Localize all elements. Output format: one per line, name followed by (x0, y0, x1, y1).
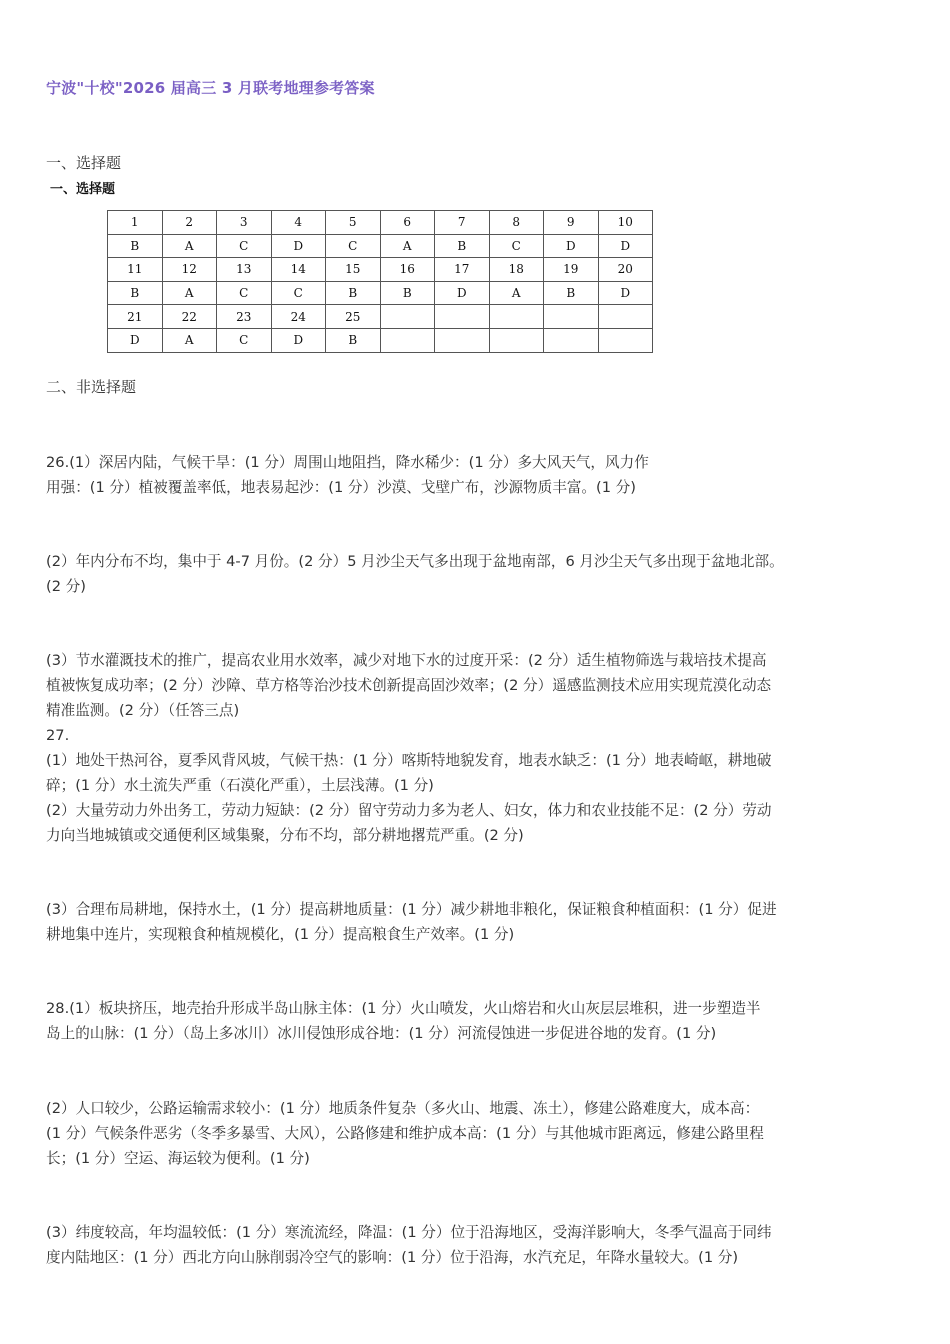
text-line: (3）合理布局耕地，保持水土，(1 分）提高耕地质量：(1 分）减少耕地非粮化，保证粮食种植面积：(1 分）促进 (46, 901, 777, 918)
text-line: (2）年内分布不均，集中于 4-7 月份。(2 分）5 月沙尘天气多出现于盆地南部，6 月沙尘天气多出现于盆地北部。 (46, 553, 784, 570)
answer-cell: C (217, 234, 272, 258)
question-number-cell: 24 (271, 305, 326, 329)
text-line: 耕地集中连片，实现粮食种植规模化，(1 分）提高粮食生产效率。(1 分) (46, 926, 515, 943)
answer-paragraph-26-2 (46, 549, 912, 599)
table-row (108, 211, 653, 235)
question-number-cell: 7 (435, 211, 490, 235)
answer-cell: C (217, 281, 272, 305)
question-number-cell: 2 (162, 211, 217, 235)
text-line: 精准监测。(2 分）（任答三点) (46, 702, 240, 719)
answer-paragraph-28-1 (46, 996, 912, 1046)
question-number-cell: 6 (380, 211, 435, 235)
question-number-cell: 11 (108, 258, 163, 282)
answer-paragraph-28-3 (46, 1220, 912, 1270)
text-line: 度内陆地区：(1 分）西北方向山脉削弱冷空气的影响：(1 分）位于沿海，水汽充足，年降水量较大。(1 分) (46, 1249, 739, 1266)
text-line: (3）纬度较高，年均温较低：(1 分）寒流流经，降温：(1 分）位于沿海地区，受海洋影响大，冬季气温高于同纬 (46, 1224, 772, 1241)
answer-cell: D (271, 234, 326, 258)
answer-cell: D (598, 234, 653, 258)
answer-paragraph-26-1 (46, 450, 912, 500)
answer-cell: D (108, 328, 163, 352)
table-row (108, 234, 653, 258)
question-number-cell: 15 (326, 258, 381, 282)
answer-cell: C (326, 234, 381, 258)
section-heading-non-choice: 二、非选择题 (46, 378, 137, 396)
text-line: (3）节水灌溉技术的推广，提高农业用水效率，减少对地下水的过度开采：(2 分）适生植物筛选与栽培技术提高 (46, 652, 767, 669)
answer-cell (380, 328, 435, 352)
question-number-cell: 10 (598, 211, 653, 235)
question-number-cell: 13 (217, 258, 272, 282)
question-number-cell: 12 (162, 258, 217, 282)
question-number-cell: 3 (217, 211, 272, 235)
text-line: 28.(1）板块挤压，地壳抬升形成半岛山脉主体：(1 分）火山喷发，火山熔岩和火山灰层层堆积，进一步塑造半 (46, 1000, 761, 1017)
answer-cell: D (598, 281, 653, 305)
question-number-cell: 1 (108, 211, 163, 235)
answer-cell: C (271, 281, 326, 305)
answer-cell: A (489, 281, 544, 305)
text-line: 26.(1）深居内陆，气候干旱：(1 分）周围山地阻挡，降水稀少：(1 分）多大风天气，风力作 (46, 454, 649, 471)
question-number-cell (489, 305, 544, 329)
text-line: (2）大量劳动力外出务工，劳动力短缺：(2 分）留守劳动力多为老人、妇女，体力和农业技能不足：(2 分）劳动 (46, 802, 772, 819)
answer-cell: C (489, 234, 544, 258)
answer-cell (598, 328, 653, 352)
answer-paragraph-28-2 (46, 1096, 912, 1171)
question-number-cell: 17 (435, 258, 490, 282)
question-number-cell: 9 (544, 211, 599, 235)
answer-cell: A (380, 234, 435, 258)
document-title: 宁波"十校"2026 届高三 3 月联考地理参考答案 (46, 79, 375, 97)
text-line: 力向当地城镇或交通便利区域集聚，分布不均，部分耕地撂荒严重。(2 分) (46, 827, 524, 844)
text-line: 长；(1 分）空运、海运较为便利。(1 分) (46, 1150, 310, 1167)
answer-cell: D (544, 234, 599, 258)
answer-cell: A (162, 281, 217, 305)
text-line: 碎；(1 分）水土流失严重（石漠化严重），土层浅薄。(1 分) (46, 777, 434, 794)
answer-cell: B (326, 328, 381, 352)
answer-cell: A (162, 234, 217, 258)
question-number-cell: 18 (489, 258, 544, 282)
text-line: 27. (46, 727, 70, 744)
question-number-cell: 22 (162, 305, 217, 329)
text-line: 用强：(1 分）植被覆盖率低，地表易起沙：(1 分）沙漠、戈壁广布，沙源物质丰富。(1 分) (46, 479, 636, 496)
text-line: 植被恢复成功率；(2 分）沙障、草方格等治沙技术创新提高固沙效率；(2 分）遥感监测技术应用实现荒漠化动态 (46, 677, 772, 694)
question-number-cell: 25 (326, 305, 381, 329)
table-row (108, 305, 653, 329)
answer-paragraph-26-3-27 (46, 648, 912, 848)
question-number-cell (544, 305, 599, 329)
text-line: (2 分) (46, 578, 86, 595)
text-line: (1）地处干热河谷，夏季风背风坡，气候干热：(1 分）喀斯特地貌发育，地表水缺乏：(1 分）地表崎岖，耕地破 (46, 752, 772, 769)
answer-cell: B (380, 281, 435, 305)
question-number-cell: 8 (489, 211, 544, 235)
question-number-cell (598, 305, 653, 329)
answer-cell: B (326, 281, 381, 305)
question-number-cell: 23 (217, 305, 272, 329)
answer-cell: D (435, 281, 490, 305)
section-heading-multiple-choice: 一、选择题 (46, 154, 122, 172)
question-number-cell: 16 (380, 258, 435, 282)
question-number-cell: 4 (271, 211, 326, 235)
answer-cell (489, 328, 544, 352)
answer-cell (435, 328, 490, 352)
text-line: 岛上的山脉：(1 分）（岛上多冰川）冰川侵蚀形成谷地：(1 分）河流侵蚀进一步促进谷地的发育。(1 分) (46, 1025, 717, 1042)
question-number-cell: 14 (271, 258, 326, 282)
answer-cell: B (108, 281, 163, 305)
answer-paragraph-27-3 (46, 897, 912, 947)
table-row (108, 328, 653, 352)
text-line: (1 分）气候条件恶劣（冬季多暴雪、大风），公路修建和维护成本高：(1 分）与其他城市距离远，修建公路里程 (46, 1125, 764, 1142)
answer-table (107, 210, 653, 353)
answer-cell: C (217, 328, 272, 352)
section-heading-image-label: 一、选择题 (50, 182, 116, 197)
question-number-cell: 5 (326, 211, 381, 235)
table-row (108, 258, 653, 282)
text-line: (2）人口较少，公路运输需求较小：(1 分）地质条件复杂（多火山、地震、冻土），修建公路难度大，成本高： (46, 1100, 760, 1117)
answer-cell: D (271, 328, 326, 352)
question-number-cell: 19 (544, 258, 599, 282)
question-number-cell: 20 (598, 258, 653, 282)
question-number-cell (380, 305, 435, 329)
answer-cell: B (435, 234, 490, 258)
answer-cell: A (162, 328, 217, 352)
answer-cell: B (108, 234, 163, 258)
answer-cell (544, 328, 599, 352)
answer-cell: B (544, 281, 599, 305)
table-row (108, 281, 653, 305)
question-number-cell: 21 (108, 305, 163, 329)
question-number-cell (435, 305, 490, 329)
